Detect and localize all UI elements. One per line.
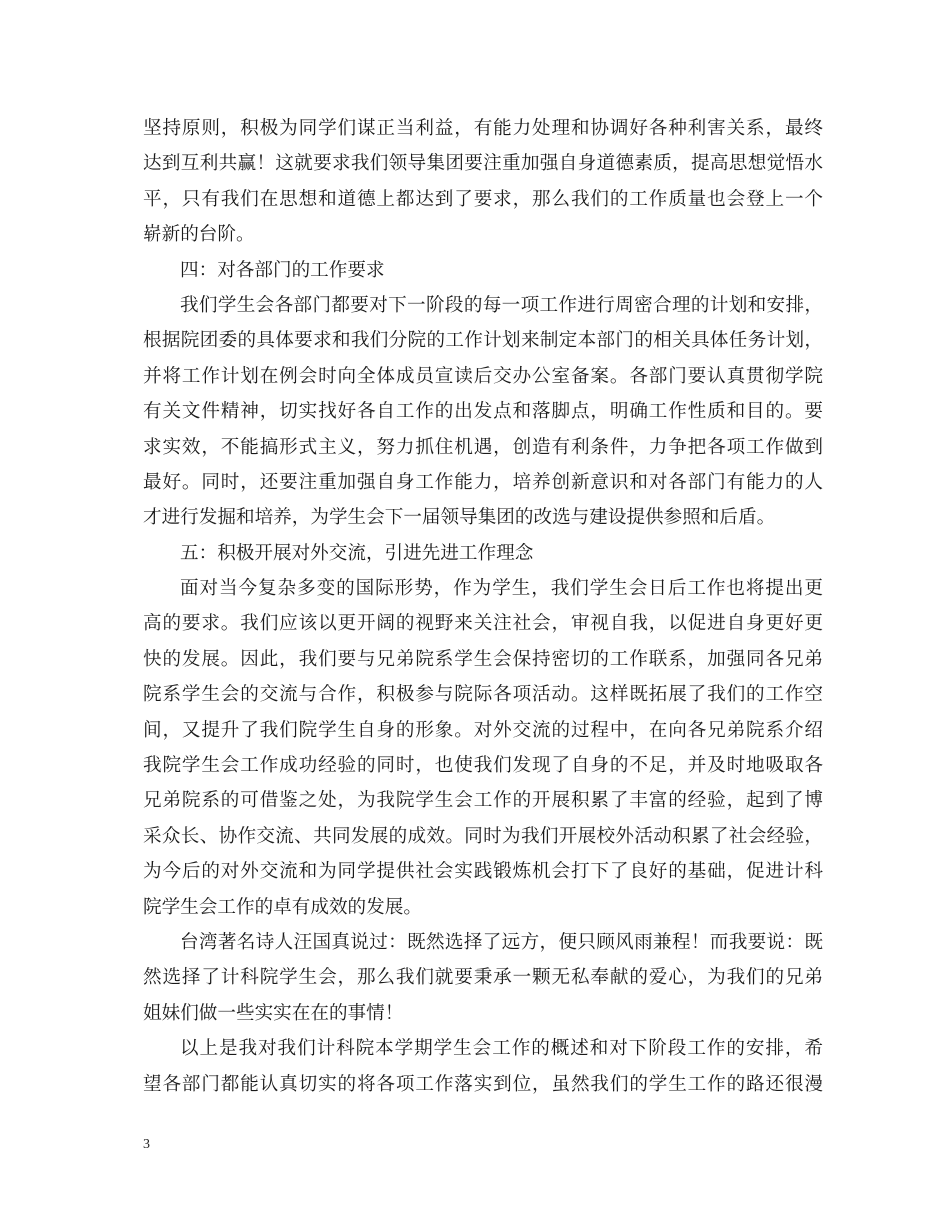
text-line: 我院学生会工作成功经验的同时，也使我们发现了自身的不足，并及时地吸取各 xyxy=(143,755,823,777)
text-line: 望各部门都能认真切实的将各项工作落实到位，虽然我们的学生工作的路还很漫 xyxy=(143,1073,823,1095)
text-line: 院学生会工作的卓有成效的发展。 xyxy=(143,896,422,918)
text-line: 台湾著名诗人汪国真说过：既然选择了远方，便只顾风雨兼程！而我要说：既 xyxy=(180,931,823,953)
text-line: 四：对各部门的工作要求 xyxy=(180,259,385,281)
text-line: 间，又提升了我们院学生自身的形象。对外交流的过程中，在向各兄弟院系介绍 xyxy=(143,719,823,741)
text-line: 我们学生会各部门都要对下一阶段的每一项工作进行周密合理的计划和安排， xyxy=(180,294,823,316)
text-line: 以上是我对我们计科院本学期学生会工作的概述和对下阶段工作的安排，希 xyxy=(180,1038,823,1060)
text-line: 五：积极开展对外交流，引进先进工作理念 xyxy=(180,542,534,564)
text-line: 然选择了计科院学生会，那么我们就要秉承一颗无私奉献的爱心，为我们的兄弟 xyxy=(143,967,823,989)
text-line: 根据院团委的具体要求和我们分院的工作计划来制定本部门的相关具体任务计划， xyxy=(143,330,823,352)
text-line: 最好。同时，还要注重加强自身工作能力，培养创新意识和对各部门有能力的人 xyxy=(143,471,823,493)
text-line: 坚持原则，积极为同学们谋正当利益，有能力处理和协调好各种利害关系，最终 xyxy=(143,118,823,139)
document-body xyxy=(143,111,823,1102)
text-line: 快的发展。因此，我们要与兄弟院系学生会保持密切的工作联系，加强同各兄弟 xyxy=(143,648,823,670)
page-number: 3 xyxy=(143,1137,150,1152)
text-line: 平，只有我们在思想和道德上都达到了要求，那么我们的工作质量也会登上一个 xyxy=(143,188,823,210)
text-line: 院系学生会的交流与合作，积极参与院际各项活动。这样既拓展了我们的工作空 xyxy=(143,684,823,706)
text-line: 达到互利共赢！这就要求我们领导集团要注重加强自身道德素质，提高思想觉悟水 xyxy=(143,153,823,175)
text-line: 崭新的台阶。 xyxy=(143,224,255,246)
text-line: 姐妹们做一些实实在在的事情！ xyxy=(143,1002,404,1024)
text-line: 面对当今复杂多变的国际形势，作为学生，我们学生会日后工作也将提出更 xyxy=(180,578,823,600)
text-line: 高的要求。我们应该以更开阔的视野来关注社会，审视自我，以促进自身更好更 xyxy=(143,613,823,635)
text-line: 并将工作计划在例会时向全体成员宣读后交办公室备案。各部门要认真贯彻学院 xyxy=(143,365,823,387)
text-line: 有关文件精神，切实找好各自工作的出发点和落脚点，明确工作性质和目的。要 xyxy=(143,401,823,423)
text-line: 为今后的对外交流和为同学提供社会实践锻炼机会打下了良好的基础，促进计科 xyxy=(143,861,823,883)
text-line: 采众长、协作交流、共同发展的成效。同时为我们开展校外活动积累了社会经验， xyxy=(143,825,823,847)
text-line: 才进行发掘和培养，为学生会下一届领导集团的改选与建设提供参照和后盾。 xyxy=(143,507,776,529)
text-line: 求实效，不能搞形式主义，努力抓住机遇，创造有利条件，力争把各项工作做到 xyxy=(143,436,823,458)
text-line: 兄弟院系的可借鉴之处，为我院学生会工作的开展积累了丰富的经验，起到了博 xyxy=(143,790,823,812)
